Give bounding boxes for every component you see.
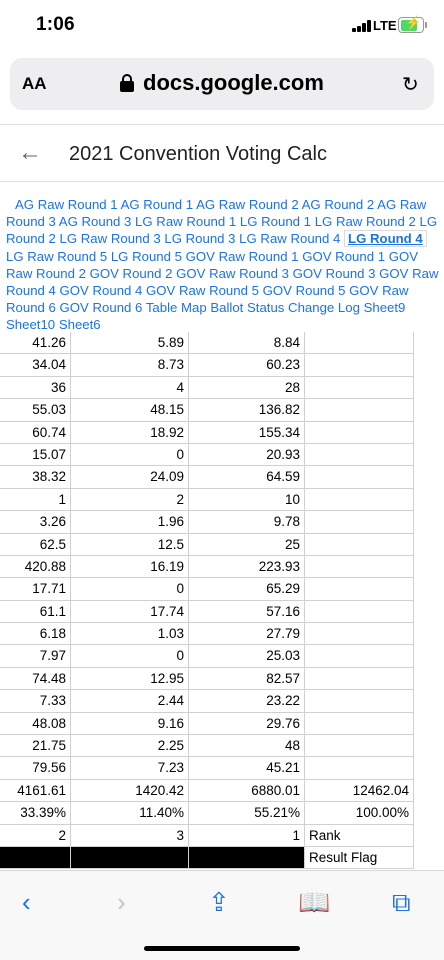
table-cell[interactable]: 61.1 xyxy=(0,601,71,622)
table-cell[interactable]: 24.09 xyxy=(71,466,189,487)
status-time: 1:06 xyxy=(36,14,75,35)
table-cell[interactable] xyxy=(305,713,414,734)
table-cell[interactable] xyxy=(305,623,414,644)
sheet-tab[interactable]: GOV Round 4 xyxy=(59,283,143,299)
table-row xyxy=(0,578,414,600)
table-cell[interactable] xyxy=(305,668,414,689)
table-cell[interactable] xyxy=(305,534,414,555)
sheet-tab[interactable]: LG Round 4 xyxy=(344,230,427,247)
table-cell[interactable]: 74.48 xyxy=(0,668,71,689)
table-cell[interactable]: 2.25 xyxy=(71,735,189,756)
table-cell[interactable]: 64.59 xyxy=(189,466,305,487)
table-cell[interactable]: 48.08 xyxy=(0,713,71,734)
table-row xyxy=(0,399,414,421)
table-cell[interactable] xyxy=(305,757,414,778)
table-cell[interactable]: 9.78 xyxy=(189,511,305,532)
sheet-tab[interactable]: Table Map xyxy=(145,300,207,316)
table-row xyxy=(0,847,414,869)
table-cell[interactable]: 12462.04 xyxy=(305,780,414,801)
table-cell[interactable]: 10 xyxy=(189,489,305,510)
sheet-tab[interactable]: GOV Round 3 xyxy=(292,265,376,281)
share-icon[interactable]: ⇪ xyxy=(208,887,230,917)
table-row xyxy=(0,668,414,690)
table-cell[interactable]: 20.93 xyxy=(189,444,305,465)
table-cell[interactable] xyxy=(71,847,189,868)
sheet-tab[interactable]: AG Raw Round 3 xyxy=(6,197,427,230)
table-cell[interactable]: 29.76 xyxy=(189,713,305,734)
charging-icon: ⚡ xyxy=(405,15,422,30)
table-cell[interactable]: 48 xyxy=(189,735,305,756)
table-row xyxy=(0,780,414,802)
table-cell[interactable]: 33.39% xyxy=(0,802,71,823)
table-cell[interactable]: 27.79 xyxy=(189,623,305,644)
table-cell[interactable]: 223.93 xyxy=(189,556,305,577)
table-cell[interactable]: 136.82 xyxy=(189,399,305,420)
table-cell[interactable] xyxy=(305,645,414,666)
url-text[interactable]: docs.google.com xyxy=(143,70,324,95)
table-cell[interactable]: 155.34 xyxy=(189,422,305,443)
table-cell[interactable] xyxy=(189,847,305,868)
table-cell[interactable]: 1 xyxy=(0,489,71,510)
sheet-tab[interactable]: Change Log xyxy=(288,300,360,316)
table-cell[interactable]: 23.22 xyxy=(189,690,305,711)
table-cell[interactable]: 7.23 xyxy=(71,757,189,778)
doc-title: 2021 Convention Voting Calc xyxy=(69,143,327,165)
table-cell[interactable]: 17.71 xyxy=(0,578,71,599)
table-cell[interactable]: 60.74 xyxy=(0,422,71,443)
sheet-tab[interactable]: GOV Raw Round 5 xyxy=(146,283,259,299)
back-arrow-icon[interactable]: ← xyxy=(18,139,42,166)
table-cell[interactable]: 55.21% xyxy=(189,802,305,823)
table-cell[interactable] xyxy=(305,399,414,420)
table-row xyxy=(0,332,414,354)
table-cell[interactable]: 25 xyxy=(189,534,305,555)
table-cell[interactable]: 34.04 xyxy=(0,354,71,375)
table-cell[interactable]: 11.40% xyxy=(71,802,189,823)
sheet-tab[interactable]: GOV Raw Round 6 xyxy=(6,283,409,316)
table-cell[interactable]: 9.16 xyxy=(71,713,189,734)
table-cell[interactable]: 6.18 xyxy=(0,623,71,644)
table-cell[interactable]: 0 xyxy=(71,578,189,599)
table-row xyxy=(0,511,414,533)
table-cell[interactable]: 28 xyxy=(189,377,305,398)
table-cell[interactable] xyxy=(305,735,414,756)
sheet-tab[interactable]: GOV Raw Round 4 xyxy=(6,265,439,299)
table-cell[interactable]: 0 xyxy=(71,645,189,666)
table-row xyxy=(0,802,414,824)
table-cell[interactable] xyxy=(305,332,414,353)
sheet-tab[interactable]: LG Round 2 xyxy=(6,214,438,247)
table-cell[interactable] xyxy=(305,489,414,510)
table-cell[interactable] xyxy=(305,511,414,532)
table-cell[interactable]: 7.97 xyxy=(0,645,71,666)
table-row xyxy=(0,489,414,511)
table-cell[interactable]: 15.07 xyxy=(0,444,71,465)
sheet-tab[interactable]: LG Round 1 xyxy=(239,214,312,230)
table-cell[interactable]: 62.5 xyxy=(0,534,71,555)
sheet-tab[interactable]: LG Round 5 xyxy=(110,248,182,264)
status-bar xyxy=(0,0,444,52)
table-cell[interactable]: 16.19 xyxy=(71,556,189,577)
table-row xyxy=(0,377,414,399)
table-row xyxy=(0,422,414,444)
table-cell[interactable]: 18.92 xyxy=(71,422,189,443)
table-row xyxy=(0,601,414,623)
back-chevron-icon[interactable]: ‹ xyxy=(22,887,31,917)
table-row xyxy=(0,735,414,757)
table-cell[interactable]: 1.03 xyxy=(71,623,189,644)
table-cell[interactable]: 1 xyxy=(189,825,305,846)
table-cell[interactable] xyxy=(305,444,414,465)
table-cell[interactable]: 82.57 xyxy=(189,668,305,689)
table-row xyxy=(0,354,414,376)
table-cell[interactable]: 36 xyxy=(0,377,71,398)
table-cell[interactable]: 25.03 xyxy=(189,645,305,666)
table-row xyxy=(0,645,414,667)
table-row xyxy=(0,556,414,578)
sheet-tab[interactable]: Sheet9 xyxy=(363,300,406,316)
text-size-button[interactable]: AA xyxy=(22,74,47,93)
table-cell[interactable]: 1.96 xyxy=(71,511,189,532)
signal-icon xyxy=(352,20,372,32)
lock-icon xyxy=(120,74,134,92)
sheet-tab[interactable]: GOV Raw Round 3 xyxy=(176,265,289,281)
sheet-tab[interactable]: GOV Raw Round 2 xyxy=(6,248,419,281)
table-cell[interactable]: 1420.42 xyxy=(71,780,189,801)
table-cell[interactable]: 5.89 xyxy=(71,332,189,353)
table-cell[interactable]: 12.95 xyxy=(71,668,189,689)
table-row xyxy=(0,690,414,712)
network-label: LTE xyxy=(373,18,397,33)
table-cell[interactable]: Rank xyxy=(305,825,414,846)
table-row xyxy=(0,825,414,847)
table-cell[interactable] xyxy=(305,354,414,375)
table-cell[interactable]: 2.44 xyxy=(71,690,189,711)
forward-chevron-icon[interactable]: › xyxy=(117,887,126,917)
table-cell[interactable]: 41.26 xyxy=(0,332,71,353)
sheet-tab[interactable]: GOV Round 6 xyxy=(59,300,143,316)
table-cell[interactable]: 2 xyxy=(71,489,189,510)
sheet-tab[interactable]: LG Raw Round 1 xyxy=(135,214,237,230)
table-cell[interactable] xyxy=(305,601,414,622)
sheet-tab[interactable]: GOV Raw Round 1 xyxy=(185,248,299,264)
sheet-tabs xyxy=(0,196,444,334)
table-cell[interactable] xyxy=(305,578,414,599)
table-cell[interactable]: 17.74 xyxy=(71,601,189,622)
table-cell[interactable] xyxy=(305,690,414,711)
tabs-icon[interactable]: ⧉ xyxy=(392,887,411,917)
sheet-tab[interactable]: AG Raw Round 2 xyxy=(196,197,299,212)
sheet-tab[interactable]: AG Raw Round 1 xyxy=(15,197,118,212)
table-cell[interactable] xyxy=(305,422,414,443)
table-row xyxy=(0,713,414,735)
sheet-tab[interactable]: GOV Round 1 xyxy=(302,248,386,264)
table-row xyxy=(0,444,414,466)
sheet-tab[interactable]: LG Raw Round 2 xyxy=(314,214,416,230)
address-bar[interactable] xyxy=(10,58,434,110)
doc-header xyxy=(0,124,444,182)
table-cell[interactable]: 65.29 xyxy=(189,578,305,599)
sheet-tab[interactable]: LG Raw Round 3 xyxy=(59,231,161,247)
bookmarks-icon[interactable]: 📖 xyxy=(298,887,331,917)
sheet-tab[interactable]: AG Round 3 xyxy=(58,214,132,230)
table-cell[interactable]: 7.33 xyxy=(0,690,71,711)
table-cell[interactable]: 45.21 xyxy=(189,757,305,778)
table-row xyxy=(0,623,414,645)
sheet-tab[interactable]: AG Round 2 xyxy=(301,197,375,212)
table-cell[interactable]: 48.15 xyxy=(71,399,189,420)
data-grid xyxy=(0,332,414,869)
table-cell[interactable]: 100.00% xyxy=(305,802,414,823)
table-cell[interactable] xyxy=(305,377,414,398)
sheet-tab[interactable]: AG Round 1 xyxy=(120,197,194,212)
table-cell[interactable]: 60.23 xyxy=(189,354,305,375)
sheet-tab[interactable]: Ballot Status xyxy=(210,300,285,316)
table-cell[interactable]: 8.84 xyxy=(189,332,305,353)
table-cell[interactable]: 8.73 xyxy=(71,354,189,375)
table-cell[interactable]: 0 xyxy=(71,444,189,465)
table-cell[interactable]: 2 xyxy=(0,825,71,846)
table-row xyxy=(0,466,414,488)
home-indicator[interactable] xyxy=(144,946,300,951)
table-cell[interactable] xyxy=(305,556,414,577)
table-cell[interactable] xyxy=(0,847,71,868)
table-cell[interactable]: 79.56 xyxy=(0,757,71,778)
table-cell[interactable]: 4161.61 xyxy=(0,780,71,801)
table-cell[interactable]: 3 xyxy=(71,825,189,846)
battery-cap xyxy=(425,22,427,28)
table-cell[interactable] xyxy=(305,466,414,487)
table-row xyxy=(0,534,414,556)
table-cell[interactable]: Result Flag xyxy=(305,847,414,868)
table-cell[interactable]: 55.03 xyxy=(0,399,71,420)
table-cell[interactable]: 6880.01 xyxy=(189,780,305,801)
sheet-tab[interactable]: LG Round 3 xyxy=(164,231,236,247)
sheet-tab[interactable]: Sheet6 xyxy=(58,317,101,333)
table-cell[interactable]: 420.88 xyxy=(0,556,71,577)
sheet-tab[interactable]: Sheet10 xyxy=(6,317,56,333)
sheet-tab[interactable]: GOV Round 2 xyxy=(89,265,173,281)
table-cell[interactable]: 12.5 xyxy=(71,534,189,555)
table-cell[interactable]: 3.26 xyxy=(0,511,71,532)
table-cell[interactable]: 4 xyxy=(71,377,189,398)
sheet-tab[interactable]: LG Raw Round 4 xyxy=(239,231,341,247)
table-row xyxy=(0,757,414,779)
reload-icon[interactable]: ↻ xyxy=(402,74,419,96)
sheet-tab[interactable]: LG Raw Round 5 xyxy=(6,248,108,264)
table-cell[interactable]: 57.16 xyxy=(189,601,305,622)
table-cell[interactable]: 21.75 xyxy=(0,735,71,756)
table-cell[interactable]: 38.32 xyxy=(0,466,71,487)
sheet-tab[interactable]: GOV Round 5 xyxy=(262,283,346,299)
